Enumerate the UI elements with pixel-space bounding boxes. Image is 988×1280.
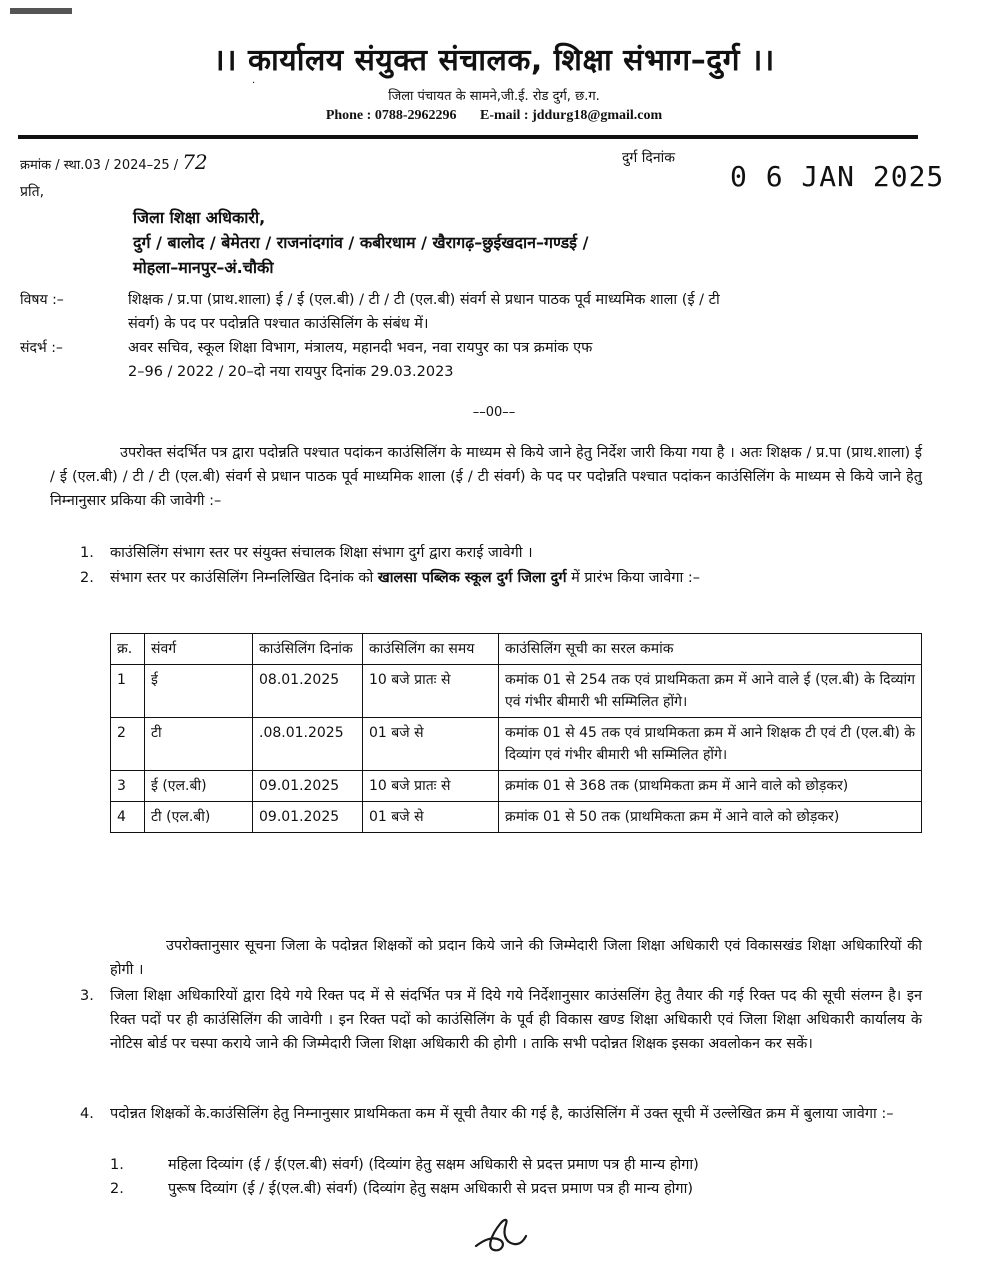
subject-text xyxy=(128,288,922,336)
item-4-text: पदोन्नत शिक्षकों के.काउंसिलिंग हेतु निम्नानुसार प्राथमिकता कम में सूची तैयार की गई है, काउंसिलिंग में उक्त सूची में उल्लेखित क्रम में बुलाया जावेगा :– xyxy=(110,1106,894,1122)
date-stamp: 0 6 JAN 2025 xyxy=(730,160,945,193)
addressee-block xyxy=(133,205,588,280)
office-email: E-mail : jddurg18@gmail.com xyxy=(479,108,663,123)
item-2-text xyxy=(110,566,922,590)
reference-text xyxy=(128,336,922,384)
sub-item-2-text: पुरूष दिव्यांग (ई / ई(एल.बी) संवर्ग) (दिव्यांग हेतु सक्षम अधिकारी से प्रदत्त प्रमाण पत्र ही मान्य होगा) xyxy=(168,1181,693,1197)
table-cell: 01 बजे से xyxy=(363,802,499,833)
page-edge-mark xyxy=(10,8,72,14)
table-cell: 09.01.2025 xyxy=(253,802,363,833)
counselling-table xyxy=(110,633,922,833)
table-cell: क्रमांक 01 से 368 तक (प्राथमिकता क्रम में आने वाले को छोड़कर) xyxy=(499,771,922,802)
intro-paragraph: उपरोक्त संदर्भित पत्र द्वारा पदोन्नति पश्चात पदांकन काउंसिलिंग के माध्यम से किये जाने हेतु निर्देश जारी किया गया है । अतः शिक्षक / प्र.पा (प्राथ.शाला) ई / ई (एल.बी) / टी / टी (एल.बी) संवर्ग से प्रधान पाठक पूर्व माध्यमिक शाला (ई / टी संवर्ग) के पद पर पदोन्नति पश्चात पदांकन काउंसिलिंग के माध्यम से किये जाने हेतु निम्नानुसार प्रकिया की जावेगी :– xyxy=(50,445,922,509)
table-cell: क्रमांक 01 से 50 तक (प्राथमिकता क्रम में आने वाले को छोड़कर) xyxy=(499,802,922,833)
office-contact xyxy=(0,108,988,124)
item-4-number: 4. xyxy=(80,1106,94,1122)
table-header-row xyxy=(111,634,922,665)
handwritten-number: 72 xyxy=(182,150,208,174)
table-row xyxy=(111,802,922,833)
table-cell: 4 xyxy=(111,802,145,833)
addressee-line-2: दुर्ग / बालोद / बेमेतरा / राजनांदगांव / कबीरधाम / खैरागढ़–छुईखदान–गण्डई / xyxy=(133,233,589,252)
table-cell: 3 xyxy=(111,771,145,802)
office-address: जिला पंचायत के सामने,जी.ई. रोड दुर्ग, छ.ग. xyxy=(388,89,600,104)
initial-signature-mark xyxy=(470,1210,530,1270)
place-date-label: दुर्ग दिनांक xyxy=(622,150,675,166)
item-3-text: जिला शिक्षा अधिकारियों द्वारा दिये गये रिक्त पद में से संदर्भित पत्र में दिये गये निर्देशानुसार काउंसलिंग हेतु तैयार की गई रिक्त पद की सूची संलग्न है। इन रिक्त पदों पर ही काउंसिलिंग की जावेगी । इन रिक्त पदों को काउंसिलिंग के पूर्व ही विकास खण्ड शिक्षा अधिकारी एवं जिला शिक्षा अधिकारी कार्यालय के नोटिस बोर्ड पर चस्पा कराये जाने की जिम्मेदारी जिला शिक्षा अधिकारी की होगी । ताकि सभी पदोन्नत शिक्षक इसका अवलोकन कर सकें। xyxy=(110,988,922,1052)
table-cell: 1 xyxy=(111,665,145,718)
table-row xyxy=(111,718,922,771)
table-row xyxy=(111,771,922,802)
table-header: काउंसिलिंग दिनांक xyxy=(253,634,363,665)
reference-number xyxy=(20,150,208,174)
to-label: प्रति, xyxy=(20,184,45,200)
table-header: संवर्ग xyxy=(145,634,253,665)
table-cell: कमांक 01 से 45 तक एवं प्राथमिकता क्रम में आने शिक्षक टी एवं टी (एल.बी) के दिव्यांग एवं गंभीर बीमारी भी सम्मिलित होंगे। xyxy=(499,718,922,771)
table-cell: 08.01.2025 xyxy=(253,665,363,718)
table-cell: कमांक 01 से 254 तक एवं प्राथमिकता क्रम में आने वाले ई (एल.बी) के दिव्यांग एवं गंभीर बीमारी भी सम्मिलित होंगे। xyxy=(499,665,922,718)
subject-label: विषय :– xyxy=(20,292,64,308)
table-cell: ई xyxy=(145,665,253,718)
reference-line-1: अवर सचिव, स्कूल शिक्षा विभाग, मंत्रालय, महानदी भवन, नवा रायपुर का पत्र क्रमांक एफ xyxy=(128,340,593,356)
table-cell: .08.01.2025 xyxy=(253,718,363,771)
header-rule xyxy=(18,135,918,139)
item-2-text-b: में प्रारंभ किया जावेगा :– xyxy=(571,570,701,586)
item-2-number: 2. xyxy=(80,570,94,586)
table-cell: टी (एल.बी) xyxy=(145,802,253,833)
item-2-text-a: संभाग स्तर पर काउंसिलिंग निम्नलिखित दिनांक को xyxy=(110,570,374,586)
sub-item-1-text: महिला दिव्यांग (ई / ई(एल.बी) संवर्ग) (दिव्यांग हेतु सक्षम अधिकारी से प्रदत्त प्रमाण पत्र ही मान्य होगा) xyxy=(168,1157,699,1173)
table-cell: 01 बजे से xyxy=(363,718,499,771)
table-cell: 2 xyxy=(111,718,145,771)
subject-line-2: संवर्ग) के पद पर पदोन्नति पश्चात काउंसिलिंग के संबंध में। xyxy=(128,316,429,332)
sub-item-1-number: 1. xyxy=(110,1157,124,1173)
table-cell: ई (एल.बी) xyxy=(145,771,253,802)
table-cell: टी xyxy=(145,718,253,771)
table-header: काउंसिलिंग सूची का सरल कमांक xyxy=(499,634,922,665)
item-1-number: 1. xyxy=(80,545,94,561)
separator: ––00–– xyxy=(472,405,516,420)
venue-name: खालसा पब्लिक स्कूल दुर्ग जिला दुर्ग xyxy=(377,570,567,586)
table-header: क्र. xyxy=(111,634,145,665)
table-header: काउंसिलिंग का समय xyxy=(363,634,499,665)
reference-number-text: क्रमांक / स्था.03 / 2024–25 / xyxy=(20,158,179,173)
table-cell: 10 बजे प्रातः से xyxy=(363,771,499,802)
table-row xyxy=(111,665,922,718)
addressee-line-3: मोहला–मानपुर–अं.चौकी xyxy=(133,258,274,277)
office-title: ।। कार्यालय संयुक्त संचालक, शिक्षा संभाग–दुर्ग ।। xyxy=(213,43,775,78)
after-table-paragraph: उपरोक्तानुसार सूचना जिला के पदोन्नत शिक्षकों को प्रदान किये जाने की जिम्मेदारी जिला शिक्षा अधिकारी एवं विकासखंड शिक्षा अधिकारियों की होगी । xyxy=(110,938,922,978)
ink-dot: · xyxy=(252,78,256,89)
addressee-line-1: जिला शिक्षा अधिकारी, xyxy=(133,208,266,227)
subject-line-1: शिक्षक / प्र.पा (प्राथ.शाला) ई / ई (एल.बी) / टी / टी (एल.बी) संवर्ग से प्रधान पाठक पूर्व माध्यमिक शाला (ई / टी xyxy=(128,292,720,308)
reference-label: संदर्भ :– xyxy=(20,340,63,356)
table-cell: 10 बजे प्रातः से xyxy=(363,665,499,718)
table-cell: 09.01.2025 xyxy=(253,771,363,802)
sub-item-2-number: 2. xyxy=(110,1181,124,1197)
reference-line-2: 2–96 / 2022 / 20–दो नया रायपुर दिनांक 29.03.2023 xyxy=(128,364,454,380)
office-phone: Phone : 0788-2962296 xyxy=(325,108,457,123)
item-3-number: 3. xyxy=(80,988,94,1004)
item-1-text: काउंसिलिंग संभाग स्तर पर संयुक्त संचालक शिक्षा संभाग दुर्ग द्वारा कराई जावेगी । xyxy=(110,545,533,561)
